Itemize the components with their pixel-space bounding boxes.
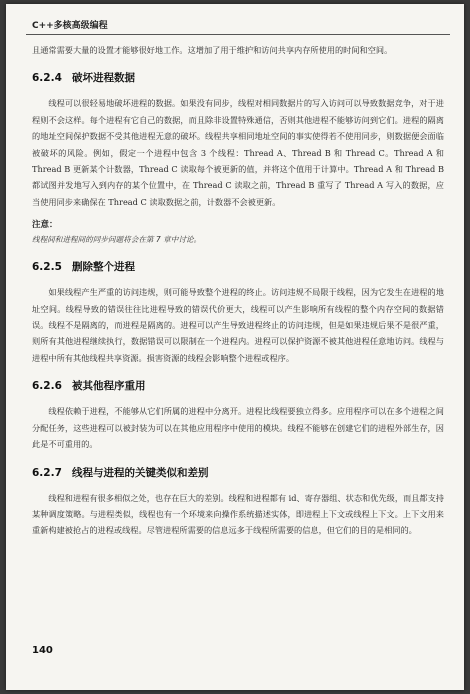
section-number: 6.2.7 [32,466,62,479]
section-number: 6.2.5 [32,261,62,274]
intro-paragraph: 且通常需要大量的设置才能够很好地工作。这增加了用于维护和访问共享内存所使用的时间和空间。 [32,45,393,55]
section-paragraph: 线程和进程有很多相似之处，也存在巨大的差别。线程和进程都有 id、寄存器组、状态和优先级，而且都支持某种调度策略。与进程类似，线程也有一个环境来向操作系统描述实体，即进程上下文或线程上下文。上下文用来重新构建被抢占的进程或线程。尽管进程所需要的信息远多于线程所需要的信息，但它们的目的是相同的。 [32,492,444,536]
note-text: 线程间和进程间的同步问题将会在第 7 章中讨论。 [32,235,202,245]
header-rule [26,34,450,35]
section-paragraph: 线程可以很轻易地破坏进程的数据。如果没有同步，线程对相同数据片的写入访问可以导致数据竞争，对于进程则不会这样。每个进程有它自己的数据，而且除非设置特殊通信，否则其他进程不能够访问到它们。进程的隔离的地址空间保护数据不受其他进程无意的破坏。线程共享相同地址空间的事实使得若不使用同步，则数据便会面临被破坏的风险。例如，假定一个进程中包含 3 个线程：Thread A、Thread B 和 Thread C。Thread A 和 Thread B 更新某个计数器，Thread C 读取每个被更新的值，并将这个值用于计算中。Thread A 和 Thread B 都试图并发地写入到内存的某个位置中，在 Thread C 读取之前，Thread B 重写了 Thread A 写入的数据，应当使用同步来确保在 Thread C 读取数据之前，计数器不会被更新。 [32,98,444,207]
note-block [32,218,444,247]
section-heading-6-2-5 [32,259,444,274]
section-number: 6.2.4 [32,72,62,85]
section-title: 删除整个进程 [72,261,135,274]
section-title: 被其他程序重用 [72,380,146,393]
section-paragraph: 如果线程产生严重的访问违规，则可能导致整个进程的终止。访问违规不局限于线程，因为它发生在进程的地址空间。线程导致的错误往往比进程导致的错误代价更大，线程可以产生影响所有线程的整个内存空间的数据错误。线程不是隔离的，而进程是隔离的。进程可以产生导致进程终止的访问违规，但是如果违规后果不是很严重，则所有其他进程继续执行，数据错误可以限制在一个进程内。进程可以保护资源不被其他进程任意地访问。线程与进程中所有其他线程共享资源。损害资源的线程会影响整个进程或程序。 [32,287,444,363]
section-title: 线程与进程的关键类似和差别 [72,466,209,479]
note-title: 注意： [32,220,58,231]
section-heading-6-2-4 [32,70,444,85]
page-content [32,42,444,539]
section-heading-6-2-7 [32,465,444,480]
section-heading-6-2-6 [32,378,444,393]
section-paragraph: 线程依赖于进程，不能够从它们所属的进程中分离开。进程比线程要独立得多。应用程序可以在多个进程之间分配任务，这些进程可以被封装为可以在其他应用程序中使用的模块。线程不能够在创建它们的进程外部生存，因此是不可重用的。 [32,406,444,450]
section-title: 破坏进程数据 [72,72,135,85]
book-page [6,4,464,690]
running-header: C++多核高级编程 [32,21,108,31]
section-number: 6.2.6 [32,380,62,393]
page-number: 140 [32,645,53,656]
